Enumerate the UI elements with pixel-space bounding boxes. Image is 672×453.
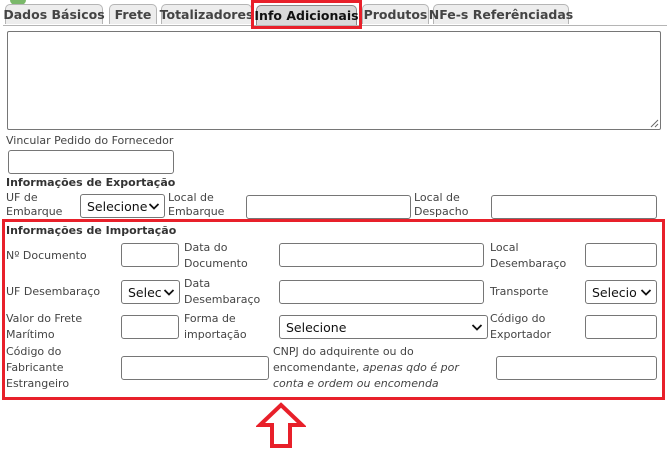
local-embarque-input[interactable] xyxy=(246,195,411,219)
up-arrow-icon xyxy=(256,402,306,449)
local-despacho-label: Local de Despacho xyxy=(414,191,469,217)
chevron-down-icon xyxy=(148,202,160,211)
local-embarque-label: Local de Embarque xyxy=(168,191,225,217)
valor-frete-label: Valor do Frete Marítimo xyxy=(6,312,83,341)
importacao-heading: Informações de Importação xyxy=(6,224,177,237)
local-despacho-input[interactable] xyxy=(491,195,657,219)
tab-info-adicionais[interactable]: Info Adicionais xyxy=(256,5,357,25)
resize-grip-icon[interactable] xyxy=(650,119,659,128)
cnpj-label-note: apenas qdo é por conta e ordem ou encomenda xyxy=(273,361,459,390)
forma-importacao-value: Selecione xyxy=(286,319,347,335)
transporte-value: Selecio xyxy=(592,284,637,300)
data-desembaraco-label: Data Desembaraço xyxy=(184,277,261,306)
transporte-label: Transporte xyxy=(490,285,549,298)
uf-embarque-select[interactable] xyxy=(80,194,165,218)
uf-desembaraco-label: UF Desembaraço xyxy=(6,285,101,298)
data-documento-label: Data do Documento xyxy=(184,241,248,270)
local-desembaraco-label: Local Desembaraço xyxy=(490,241,567,270)
forma-importacao-label: Forma de importação xyxy=(184,312,247,341)
vincular-pedido-input[interactable] xyxy=(8,150,174,174)
uf-embarque-value: Selecione xyxy=(87,198,148,214)
info-adicionais-textarea[interactable] xyxy=(7,31,661,130)
num-documento-label: Nº Documento xyxy=(6,249,87,262)
tab-produtos[interactable]: Produtos xyxy=(362,4,429,24)
tab-totalizadores[interactable]: Totalizadores xyxy=(161,4,252,24)
tab-frete[interactable]: Frete xyxy=(109,4,157,24)
exportacao-heading: Informações de Exportação xyxy=(6,176,176,189)
uf-embarque-label: UF de Embarque xyxy=(6,191,63,217)
importacao-highlight xyxy=(2,219,665,400)
codigo-exportador-label: Código do Exportador xyxy=(490,312,551,341)
codigo-fabricante-label: Código do Fabricante Estrangeiro xyxy=(6,345,70,390)
cnpj-label-text: CNPJ do adquirente ou do encomendante, xyxy=(273,345,414,374)
active-tab-highlight xyxy=(251,0,362,29)
uf-desembaraco-value: Selec xyxy=(128,284,162,300)
tab-dados-basicos[interactable]: Dados Básicos xyxy=(5,4,103,24)
tab-nfes-referenciadas[interactable]: NFe-s Referênciadas xyxy=(433,4,569,24)
vincular-pedido-label: Vincular Pedido do Fornecedor xyxy=(6,134,174,147)
